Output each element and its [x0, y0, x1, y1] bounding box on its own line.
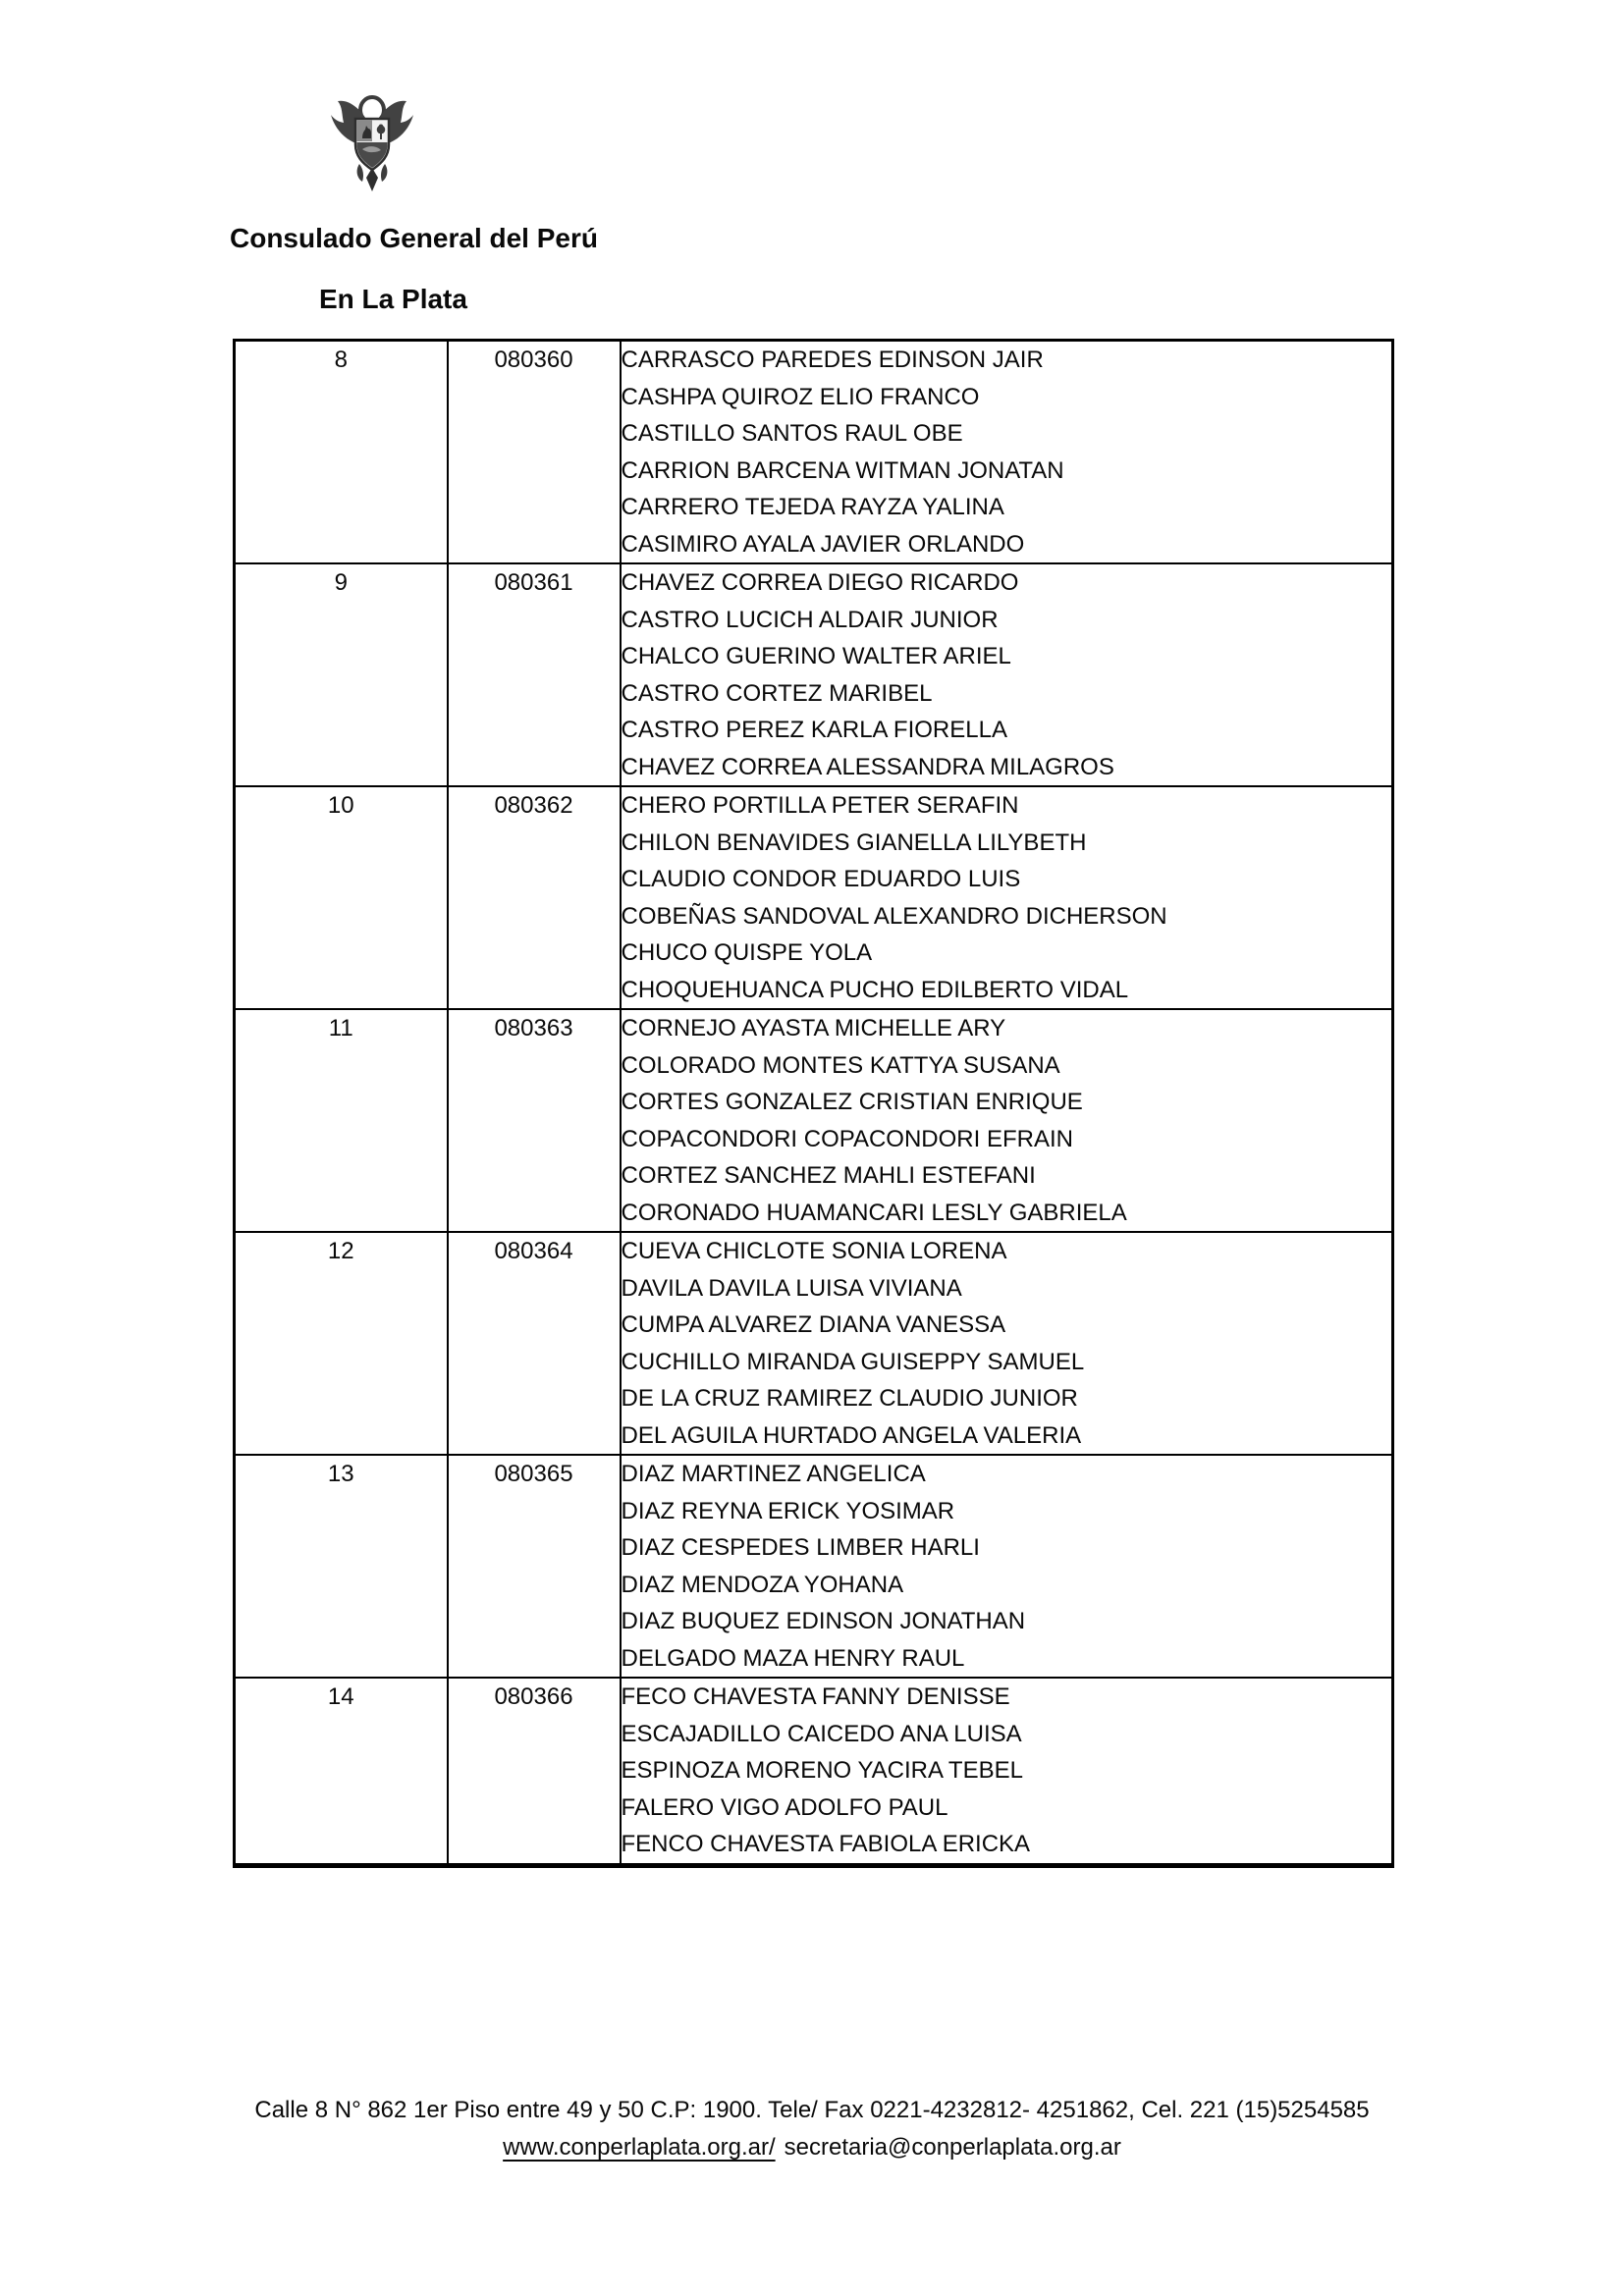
registry-code-cell: 080365: [448, 1455, 621, 1678]
footer: [0, 2092, 1624, 2166]
person-name: CUEVA CHICLOTE SONIA LORENA: [621, 1238, 1007, 1264]
peru-coat-of-arms-logo: [330, 95, 414, 195]
person-name: CARRERO TEJEDA RAYZA YALINA: [621, 494, 1004, 520]
person-name: CHAVEZ CORREA ALESSANDRA MILAGROS: [621, 753, 1114, 780]
person-name: COBEÑAS SANDOVAL ALEXANDRO DICHERSON: [621, 902, 1167, 930]
names-cell: [621, 563, 1393, 786]
person-name: CASHPA QUIROZ ELIO FRANCO: [621, 383, 980, 410]
table-row: [235, 1678, 1393, 1865]
table-row: [235, 1455, 1393, 1678]
person-name: CARRASCO PAREDES EDINSON JAIR: [621, 347, 1044, 373]
person-name: CHAVEZ CORREA DIEGO RICARDO: [621, 569, 1019, 596]
registry-code-cell: 080362: [448, 786, 621, 1009]
page-title: Consulado General del Perú: [230, 223, 598, 253]
registry-code-cell: 080363: [448, 1009, 621, 1232]
registry-code-cell: 080364: [448, 1232, 621, 1455]
registry-code-cell: 080360: [448, 341, 621, 564]
row-number-cell: 11: [235, 1009, 448, 1232]
person-name: FECO CHAVESTA FANNY DENISSE: [621, 1683, 1010, 1710]
website-link[interactable]: www.conperlaplata.org.ar/: [503, 2134, 776, 2161]
person-name: CARRION BARCENA WITMAN JONATAN: [621, 456, 1064, 484]
row-number-cell: 8: [235, 341, 448, 564]
person-name: CASTRO PEREZ KARLA FIORELLA: [621, 717, 1007, 743]
row-number-cell: 10: [235, 786, 448, 1009]
person-name: DIAZ CESPEDES LIMBER HARLI: [621, 1534, 980, 1561]
person-name: CORTES GONZALEZ CRISTIAN ENRIQUE: [621, 1089, 1083, 1115]
person-name: DIAZ MARTINEZ ANGELICA: [621, 1461, 926, 1487]
person-name: CORNEJO AYASTA MICHELLE ARY: [621, 1015, 1006, 1041]
footer-contact-line: [0, 2129, 1624, 2166]
person-name: CUCHILLO MIRANDA GUISEPPY SAMUEL: [621, 1348, 1085, 1375]
person-name: CASTILLO SANTOS RAUL OBE: [621, 420, 963, 447]
row-number-cell: 12: [235, 1232, 448, 1455]
row-number-cell: 14: [235, 1678, 448, 1865]
row-number-cell: 9: [235, 563, 448, 786]
names-cell: [621, 341, 1393, 564]
person-name: DE LA CRUZ RAMIREZ CLAUDIO JUNIOR: [621, 1385, 1078, 1412]
person-name: COLORADO MONTES KATTYA SUSANA: [621, 1051, 1060, 1079]
person-name: DAVILA DAVILA LUISA VIVIANA: [621, 1274, 962, 1302]
names-cell: [621, 1232, 1393, 1455]
names-cell: [621, 1455, 1393, 1678]
table-row: [235, 563, 1393, 786]
person-name: CHILON BENAVIDES GIANELLA LILYBETH: [621, 828, 1087, 856]
person-name: ESCAJADILLO CAICEDO ANA LUISA: [621, 1720, 1022, 1747]
table-row: [235, 1009, 1393, 1232]
roster-table: [233, 339, 1394, 1868]
person-name: CHOQUEHUANCA PUCHO EDILBERTO VIDAL: [621, 976, 1129, 1003]
table-row: [235, 341, 1393, 564]
person-name: CHUCO QUISPE YOLA: [621, 939, 873, 966]
table-row: [235, 786, 1393, 1009]
person-name: CASIMIRO AYALA JAVIER ORLANDO: [621, 530, 1025, 558]
person-name: CASTRO LUCICH ALDAIR JUNIOR: [621, 606, 999, 633]
names-cell: [621, 786, 1393, 1009]
table-row: [235, 1232, 1393, 1455]
page-subtitle: En La Plata: [319, 284, 467, 314]
person-name: CHALCO GUERINO WALTER ARIEL: [621, 643, 1011, 669]
person-name: DIAZ BUQUEZ EDINSON JONATHAN: [621, 1608, 1026, 1634]
person-name: CLAUDIO CONDOR EDUARDO LUIS: [621, 866, 1021, 892]
person-name: DELGADO MAZA HENRY RAUL: [621, 1644, 965, 1672]
row-number-cell: 13: [235, 1455, 448, 1678]
registry-code-cell: 080361: [448, 563, 621, 786]
person-name: ESPINOZA MORENO YACIRA TEBEL: [621, 1757, 1023, 1784]
names-cell: [621, 1009, 1393, 1232]
footer-email: secretaria@conperlaplata.org.ar: [784, 2134, 1121, 2161]
person-name: CUMPA ALVAREZ DIANA VANESSA: [621, 1311, 1006, 1338]
person-name: DIAZ MENDOZA YOHANA: [621, 1571, 904, 1598]
person-name: CORTEZ SANCHEZ MAHLI ESTEFANI: [621, 1162, 1036, 1189]
person-name: CHERO PORTILLA PETER SERAFIN: [621, 792, 1019, 819]
person-name: CORONADO HUAMANCARI LESLY GABRIELA: [621, 1199, 1127, 1226]
person-name: FALERO VIGO ADOLFO PAUL: [621, 1793, 948, 1821]
person-name: FENCO CHAVESTA FABIOLA ERICKA: [621, 1831, 1031, 1857]
person-name: DEL AGUILA HURTADO ANGELA VALERIA: [621, 1421, 1082, 1449]
footer-address-line: Calle 8 N° 862 1er Piso entre 49 y 50 C.P: 1900. Tele/ Fax 0221-4232812- 4251862, Cel. 221 (15)5254585: [254, 2097, 1370, 2123]
registry-code-cell: 080366: [448, 1678, 621, 1865]
person-name: COPACONDORI COPACONDORI EFRAIN: [621, 1125, 1073, 1152]
person-name: CASTRO CORTEZ MARIBEL: [621, 679, 933, 707]
names-cell: [621, 1678, 1393, 1865]
person-name: DIAZ REYNA ERICK YOSIMAR: [621, 1497, 955, 1524]
